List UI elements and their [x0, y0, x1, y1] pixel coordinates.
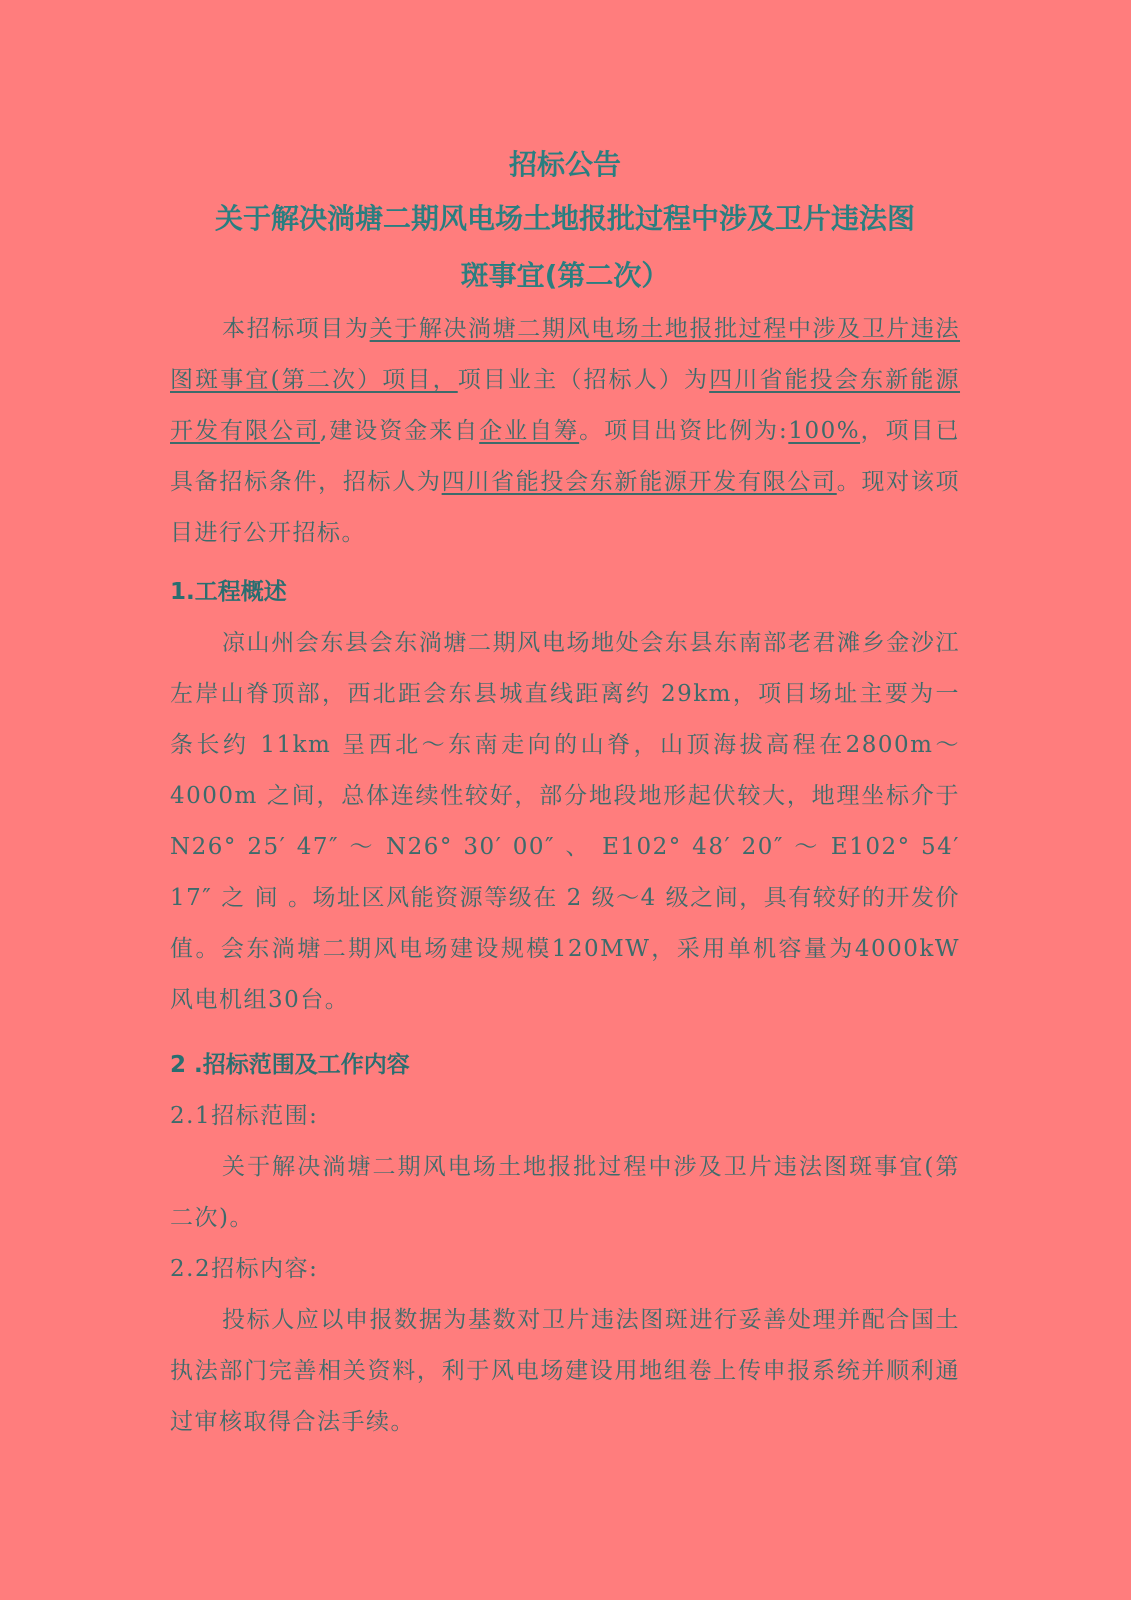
- intro-text-5: ，项目已具备招标条件，招标人为: [170, 418, 961, 495]
- section-1-heading: 1.工程概述: [170, 579, 287, 605]
- project-title-line1: 关于解决淌塘二期风电场土地报批过程中涉及卫片违法图: [214, 202, 915, 235]
- content-text: 投标人应以申报数据为基数对卫片违法图斑进行妥善处理并配合国土执法部门完善相关资料，利于风电场建设用地组卷上传申报系统并顺利通过审核取得合法手续。: [170, 1307, 960, 1435]
- funding-ratio-underlined: 100%: [788, 418, 861, 444]
- section-2-heading: 2 .招标范围及工作内容: [170, 1052, 410, 1078]
- tenderer-name-underlined: 四川省能投会东新能源开发有限公司: [441, 469, 837, 495]
- section-1-body: 凉山州会东县会东淌塘二期风电场地处会东县东南部老君滩乡金沙江左岸山脊顶部，西北距会东县城直线距离约 29km，项目场址主要为一条长约 11km 呈西北～东南走向的山脊，山顶海拔高程在2800m～ 4000m 之间，总体连续性较好，部分地段地形起伏较大，地理坐标介于N26° 25′ 47″ ～ N26° 30′ 00″ 、 E102° 48′ 20″ ～ E102° 54′ 17″ 之 间 。场址区风能资源等级在 2 级～4 级之间，具有较好的开发价值。会东淌塘二期风电场建设规模120MW，采用单机容量为4000kW风电机组30台。: [170, 630, 960, 1013]
- project-name-underlined: 关于解决淌塘二期风电场土地报批过程中涉及卫片违法图斑事宜(第二次）项目，: [170, 316, 961, 393]
- project-title-line2: 斑事宜(第二次）: [460, 259, 670, 292]
- intro-paragraph: [170, 304, 960, 559]
- document-page: [170, 140, 960, 1448]
- intro-text-1: 本招标项目为: [222, 316, 370, 342]
- announcement-title: 招标公告: [508, 148, 621, 181]
- scope-text: 关于解决淌塘二期风电场土地报批过程中涉及卫片违法图斑事宜(第二次)。: [170, 1154, 960, 1231]
- scope-label: 2.1招标范围:: [170, 1103, 319, 1129]
- funding-source-underlined: 企业自筹: [479, 418, 580, 444]
- intro-text-6: 。现对该项目进行公开招标。: [170, 469, 961, 546]
- intro-text-4: 。项目出资比例为:: [579, 418, 789, 444]
- content-label: 2.2招标内容:: [170, 1256, 319, 1282]
- owner-name-underlined: 四川省能投会东新能源开发有限公司: [170, 367, 961, 444]
- intro-text-2: 项目业主（招标人）为: [457, 367, 710, 393]
- intro-text-3: ,建设资金来自: [319, 418, 480, 444]
